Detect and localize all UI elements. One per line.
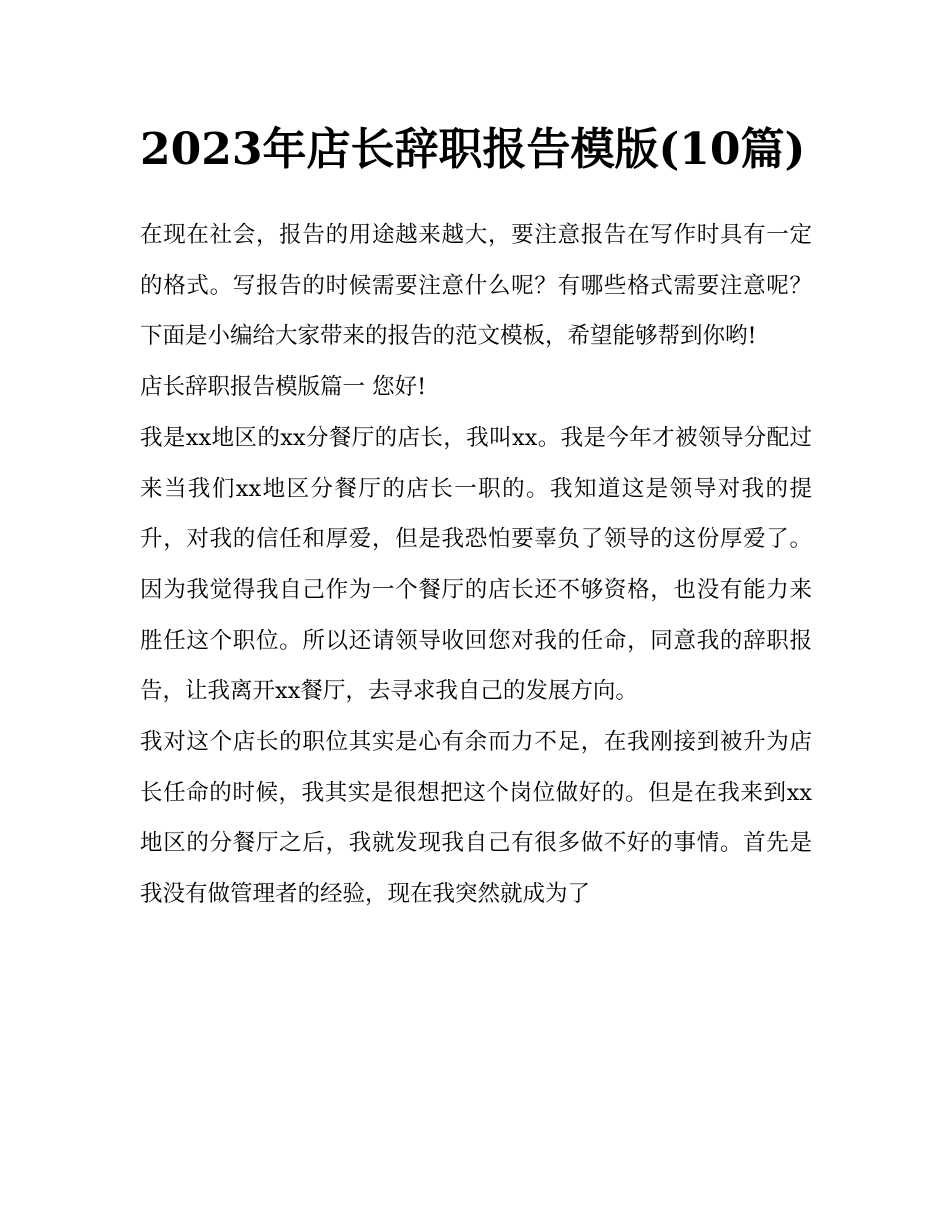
document-body: [140, 210, 812, 920]
section-heading-paragraph: 店长辞职报告模版篇一 您好!: [140, 374, 427, 401]
body-paragraph: 我是xx地区的xx分餐厅的店长，我叫xx。我是今年才被领导分配过来当我们xx地区分餐厅的店长一职的。我知道这是领导对我的提升，对我的信任和厚爱，但是我恐怕要辜负了领导的这份厚爱了。因为我觉得我自己作为一个餐厅的店长还不够资格，也没有能力来胜任这个职位。所以还请领导收回您对我的任命，同意我的辞职报告，让我离开xx餐厅，去寻求我自己的发展方向。: [140, 424, 812, 705]
body-paragraph: 我对这个店长的职位其实是心有余而力不足，在我刚接到被升为店长任命的时候，我其实是很想把这个岗位做好的。但是在我来到xx地区的分餐厅之后，我就发现我自己有很多做不好的事情。首先是我没有做管理者的经验，现在我突然就成为了: [140, 729, 812, 908]
document-title: 2023年店长辞职报告模版(10篇): [140, 124, 806, 175]
document-page: [140, 112, 812, 920]
intro-paragraph: 在现在社会，报告的用途越来越大，要注意报告在写作时具有一定的格式。写报告的时候需要注意什么呢？有哪些格式需要注意呢？下面是小编给大家带来的报告的范文模板，希望能够帮到你哟!: [140, 222, 812, 350]
